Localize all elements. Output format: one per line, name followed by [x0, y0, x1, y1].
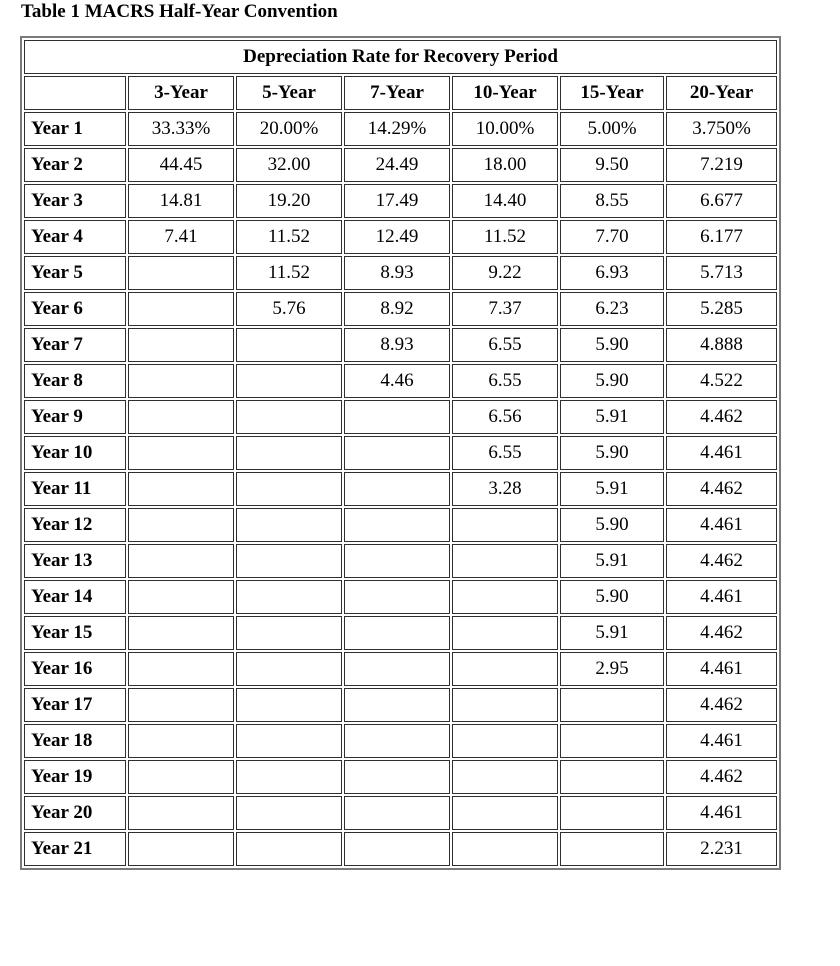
table-row: [24, 112, 777, 146]
rate-cell: [128, 616, 234, 650]
row-header-cell: Year 2: [24, 148, 126, 182]
rate-cell: 5.91: [560, 400, 664, 434]
rate-cell: [128, 472, 234, 506]
table-row: [24, 724, 777, 758]
table-row: [24, 688, 777, 722]
row-header-cell: Year 13: [24, 544, 126, 578]
table-row: [24, 796, 777, 830]
rate-cell: 5.90: [560, 436, 664, 470]
rate-cell: [236, 328, 342, 362]
rate-cell: [128, 832, 234, 866]
row-header-cell: Year 1: [24, 112, 126, 146]
rate-cell: [236, 760, 342, 794]
rate-cell: [236, 724, 342, 758]
table-row: [24, 328, 777, 362]
rate-cell: 6.55: [452, 364, 558, 398]
rate-cell: 6.177: [666, 220, 777, 254]
rate-cell: 5.91: [560, 616, 664, 650]
row-header-cell: Year 12: [24, 508, 126, 542]
rate-cell: [452, 544, 558, 578]
table-row: [24, 220, 777, 254]
rate-cell: 5.90: [560, 508, 664, 542]
group-header-text: Depreciation Rate for Recovery Period: [243, 46, 558, 67]
rate-cell: 6.23: [560, 292, 664, 326]
rate-cell: [560, 832, 664, 866]
rate-cell: [560, 724, 664, 758]
rate-cell: [452, 796, 558, 830]
rate-cell: 4.46: [344, 364, 450, 398]
rate-cell: 24.49: [344, 148, 450, 182]
row-header-cell: Year 11: [24, 472, 126, 506]
table-row: [24, 508, 777, 542]
row-header-cell: Year 16: [24, 652, 126, 686]
rate-cell: [560, 688, 664, 722]
rate-cell: 9.22: [452, 256, 558, 290]
rate-cell: [452, 832, 558, 866]
column-header-3-year: 3-Year: [128, 76, 234, 110]
table-row: [24, 148, 777, 182]
rate-cell: [236, 616, 342, 650]
rate-cell: 8.93: [344, 328, 450, 362]
rate-cell: 7.70: [560, 220, 664, 254]
rate-cell: 44.45: [128, 148, 234, 182]
rate-cell: [452, 688, 558, 722]
table-row: [24, 184, 777, 218]
rate-cell: 7.37: [452, 292, 558, 326]
column-header-7-year: 7-Year: [344, 76, 450, 110]
rate-cell: 32.00: [236, 148, 342, 182]
rate-cell: 4.462: [666, 400, 777, 434]
rate-cell: 4.461: [666, 580, 777, 614]
rate-cell: [344, 508, 450, 542]
rate-cell: 5.285: [666, 292, 777, 326]
rate-cell: [128, 580, 234, 614]
rate-cell: 6.55: [452, 328, 558, 362]
row-header-cell: Year 20: [24, 796, 126, 830]
row-header-cell: Year 15: [24, 616, 126, 650]
rate-cell: [128, 796, 234, 830]
rate-cell: 6.677: [666, 184, 777, 218]
rate-cell: 20.00%: [236, 112, 342, 146]
rate-cell: [344, 760, 450, 794]
rate-cell: [560, 796, 664, 830]
rate-cell: [128, 688, 234, 722]
table-row: [24, 292, 777, 326]
rate-cell: [344, 616, 450, 650]
rate-cell: 14.81: [128, 184, 234, 218]
group-header-cell: [24, 40, 777, 74]
rate-cell: 4.461: [666, 724, 777, 758]
rate-cell: [452, 760, 558, 794]
rate-cell: 4.461: [666, 508, 777, 542]
rate-cell: [236, 400, 342, 434]
rate-cell: 6.55: [452, 436, 558, 470]
row-header-cell: Year 5: [24, 256, 126, 290]
rate-cell: 7.219: [666, 148, 777, 182]
rate-cell: 17.49: [344, 184, 450, 218]
rate-cell: [344, 724, 450, 758]
row-header-cell: Year 4: [24, 220, 126, 254]
rate-cell: [236, 508, 342, 542]
rate-cell: 9.50: [560, 148, 664, 182]
rate-cell: 10.00%: [452, 112, 558, 146]
table-row: [24, 256, 777, 290]
table-caption: Table 1 MACRS Half-Year Convention: [21, 1, 338, 22]
rate-cell: [344, 400, 450, 434]
rate-cell: [344, 436, 450, 470]
row-header-cell: Year 7: [24, 328, 126, 362]
rate-cell: 19.20: [236, 184, 342, 218]
row-header-cell: Year 17: [24, 688, 126, 722]
rate-cell: 4.461: [666, 652, 777, 686]
rate-cell: 11.52: [452, 220, 558, 254]
row-header-cell: Year 10: [24, 436, 126, 470]
column-header-row: [24, 76, 777, 110]
rate-cell: 2.95: [560, 652, 664, 686]
row-header-cell: Year 3: [24, 184, 126, 218]
rate-cell: 8.55: [560, 184, 664, 218]
rate-cell: 8.93: [344, 256, 450, 290]
column-header-15-year: 15-Year: [560, 76, 664, 110]
table-row: [24, 400, 777, 434]
rate-cell: [236, 688, 342, 722]
rate-cell: 4.888: [666, 328, 777, 362]
table-row: [24, 652, 777, 686]
rate-cell: [236, 796, 342, 830]
rate-cell: [344, 832, 450, 866]
rate-cell: [452, 580, 558, 614]
rate-cell: [236, 580, 342, 614]
rate-cell: [128, 508, 234, 542]
rate-cell: 8.92: [344, 292, 450, 326]
group-header-row: [24, 40, 777, 74]
row-header-cell: Year 6: [24, 292, 126, 326]
rate-cell: [236, 364, 342, 398]
rate-cell: [344, 544, 450, 578]
rate-cell: 12.49: [344, 220, 450, 254]
rate-cell: 33.33%: [128, 112, 234, 146]
column-header-10-year: 10-Year: [452, 76, 558, 110]
rate-cell: 3.28: [452, 472, 558, 506]
rate-cell: 7.41: [128, 220, 234, 254]
rate-cell: [452, 616, 558, 650]
row-header-cell: Year 18: [24, 724, 126, 758]
row-header-cell: Year 21: [24, 832, 126, 866]
rate-cell: 5.76: [236, 292, 342, 326]
rate-cell: 14.40: [452, 184, 558, 218]
column-header-5-year: 5-Year: [236, 76, 342, 110]
table-row: [24, 760, 777, 794]
rate-cell: 5.00%: [560, 112, 664, 146]
rate-cell: 5.90: [560, 328, 664, 362]
rate-cell: [128, 544, 234, 578]
rate-cell: 4.462: [666, 616, 777, 650]
rate-cell: [452, 724, 558, 758]
rate-cell: [128, 256, 234, 290]
rate-cell: 18.00: [452, 148, 558, 182]
rate-cell: 5.90: [560, 580, 664, 614]
rate-cell: 14.29%: [344, 112, 450, 146]
rate-cell: 4.462: [666, 760, 777, 794]
rate-cell: 11.52: [236, 220, 342, 254]
rate-cell: 5.90: [560, 364, 664, 398]
rate-cell: [128, 652, 234, 686]
row-header-cell: Year 19: [24, 760, 126, 794]
table-row: [24, 544, 777, 578]
rate-cell: [128, 328, 234, 362]
macrs-table: [20, 36, 781, 870]
rate-cell: [236, 436, 342, 470]
rate-cell: 6.56: [452, 400, 558, 434]
rate-cell: [344, 652, 450, 686]
rate-cell: [128, 292, 234, 326]
rate-cell: [128, 400, 234, 434]
rate-cell: [128, 760, 234, 794]
rate-cell: [236, 472, 342, 506]
rate-cell: 5.91: [560, 544, 664, 578]
rate-cell: [344, 580, 450, 614]
table-row: [24, 364, 777, 398]
rate-cell: 3.750%: [666, 112, 777, 146]
rate-cell: [128, 436, 234, 470]
rate-cell: 2.231: [666, 832, 777, 866]
rate-cell: [236, 544, 342, 578]
table-body: [24, 112, 777, 866]
rate-cell: [344, 796, 450, 830]
corner-cell: [24, 76, 126, 110]
rate-cell: 4.462: [666, 544, 777, 578]
rate-cell: 5.713: [666, 256, 777, 290]
column-header-20-year: 20-Year: [666, 76, 777, 110]
table-row: [24, 616, 777, 650]
row-header-cell: Year 14: [24, 580, 126, 614]
row-header-cell: Year 9: [24, 400, 126, 434]
table-head: [24, 40, 777, 110]
row-header-cell: Year 8: [24, 364, 126, 398]
rate-cell: [560, 760, 664, 794]
table-row: [24, 472, 777, 506]
rate-cell: [452, 652, 558, 686]
rate-cell: [128, 364, 234, 398]
rate-cell: [452, 508, 558, 542]
table-row: [24, 580, 777, 614]
rate-cell: [344, 688, 450, 722]
table-row: [24, 832, 777, 866]
rate-cell: 4.462: [666, 472, 777, 506]
rate-cell: 4.461: [666, 436, 777, 470]
rate-cell: 11.52: [236, 256, 342, 290]
rate-cell: [344, 472, 450, 506]
rate-cell: 4.461: [666, 796, 777, 830]
rate-cell: [236, 832, 342, 866]
rate-cell: [236, 652, 342, 686]
rate-cell: 4.522: [666, 364, 777, 398]
rate-cell: 6.93: [560, 256, 664, 290]
rate-cell: 5.91: [560, 472, 664, 506]
rate-cell: 4.462: [666, 688, 777, 722]
table-row: [24, 436, 777, 470]
rate-cell: [128, 724, 234, 758]
